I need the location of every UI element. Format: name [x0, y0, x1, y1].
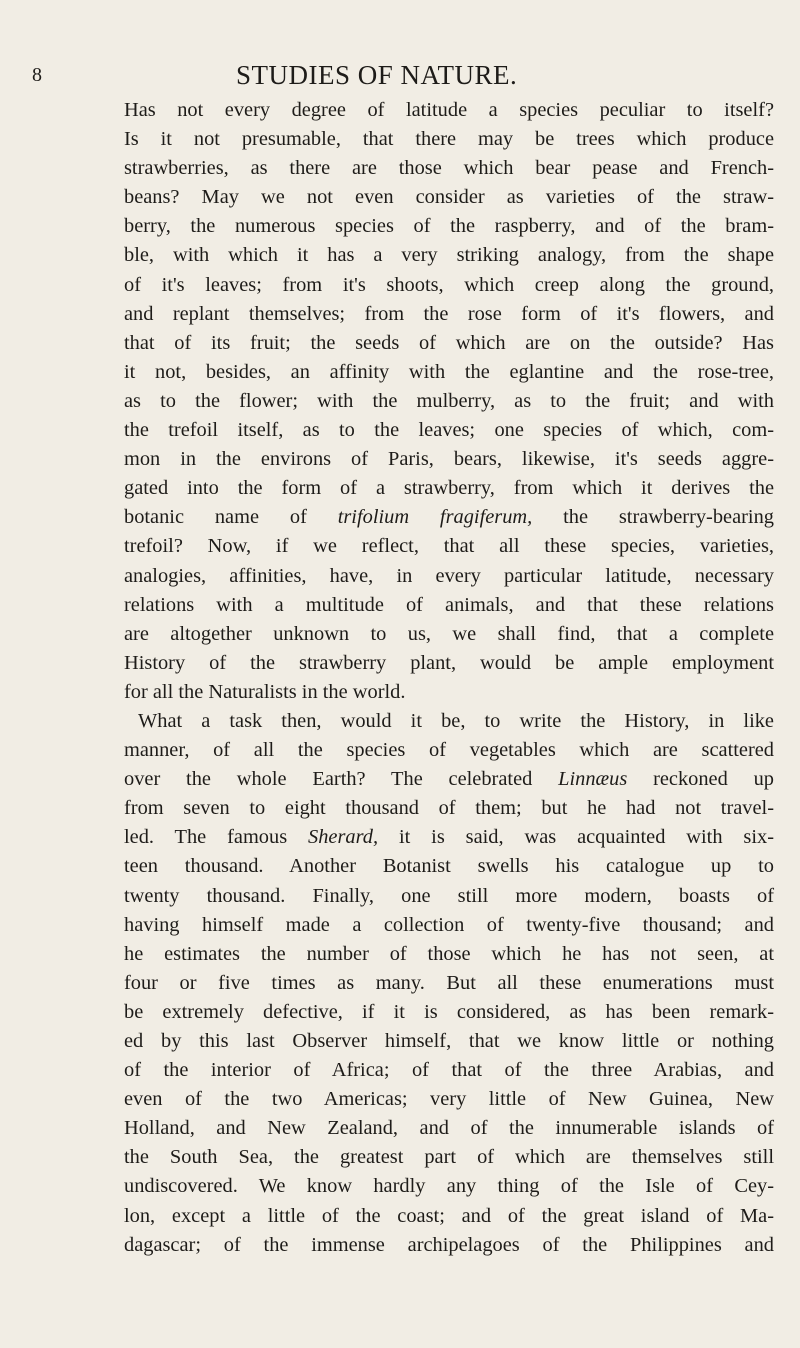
text-line: that of its fruit; the seeds of which are on the outside? Has: [124, 331, 774, 354]
text-line: undiscovered. We know hardly any thing of the Isle of Cey-: [124, 1175, 774, 1198]
text-line: gated into the form of a strawberry, from which it derives the: [124, 477, 774, 500]
text-line: be extremely defective, if it is considered, as has been remark-: [124, 1000, 774, 1023]
text-segment: the strawberry-bearing: [532, 506, 774, 529]
text-segment: it is said, was acquainted with six-: [378, 826, 774, 849]
italic-term: Linnæus: [558, 768, 628, 791]
italic-term: Sherard,: [308, 826, 379, 849]
text-line: Has not every degree of latitude a species peculiar to itself?: [124, 99, 774, 121]
running-head: [32, 52, 774, 90]
text-line: dagascar; of the immense archipelagoes of the Philippines and: [124, 1233, 774, 1256]
text-segment: reckoned up: [627, 768, 774, 791]
text-line: Is it not presumable, that there may be trees which produce: [124, 128, 774, 151]
text-line: twenty thousand. Finally, one still more modern, boasts of: [124, 884, 774, 907]
text-line: manner, of all the species of vegetables which are scattered: [124, 739, 774, 762]
text-line: it not, besides, an affinity with the eglantine and the rose-tree,: [124, 360, 774, 383]
text-line: he estimates the number of those which he has not seen, at: [124, 942, 774, 965]
text-line: Holland, and New Zealand, and of the innumerable islands of: [124, 1117, 774, 1140]
text-line: relations with a multitude of animals, and that these relations: [124, 593, 774, 616]
text-line: even of the two Americas; very little of New Guinea, New: [124, 1088, 774, 1111]
text-line: and replant themselves; from the rose form of it's flowers, and: [124, 302, 774, 325]
text-line: [124, 503, 774, 532]
italic-term: trifolium fragiferum,: [337, 506, 533, 529]
text-line: strawberries, as there are those which bear pease and French-: [124, 157, 774, 180]
text-segment: led. The famous: [124, 826, 309, 849]
text-line: having himself made a collection of twenty-five thousand; and: [124, 913, 774, 936]
text-line: from seven to eight thousand of them; but he had not travel-: [124, 797, 774, 820]
text-line: ed by this last Observer himself, that we know little or nothing: [124, 1030, 774, 1052]
text-line: of the interior of Africa; of that of the three Arabias, and: [124, 1059, 774, 1082]
text-line: ble, with which it has a very striking analogy, from the shape: [124, 244, 774, 267]
text-line: for all the Naturalists in the world.: [124, 680, 406, 703]
text-line: analogies, affinities, have, in every particular latitude, necessary: [124, 564, 774, 587]
body-text: [124, 96, 774, 1260]
text-line: of it's leaves; from it's shoots, which creep along the ground,: [124, 273, 774, 296]
text-line: four or five times as many. But all these enumerations must: [124, 971, 774, 994]
text-line: the trefoil itself, as to the leaves; one species of which, com-: [124, 419, 774, 442]
text-segment: botanic name of: [124, 506, 338, 529]
text-line: History of the strawberry plant, would be ample employment: [124, 651, 774, 674]
text-line: [124, 823, 774, 852]
text-line: [124, 765, 774, 794]
page-number: 8: [32, 64, 42, 86]
text-line: mon in the environs of Paris, bears, likewise, it's seeds aggre-: [124, 448, 774, 471]
text-line: berry, the numerous species of the raspberry, and of the bram-: [124, 215, 774, 238]
text-line: What a task then, would it be, to write the History, in like: [138, 709, 774, 732]
text-line: lon, except a little of the coast; and of the great island of Ma-: [124, 1204, 774, 1227]
text-line: teen thousand. Another Botanist swells his catalogue up to: [124, 855, 774, 878]
text-line: trefoil? Now, if we reflect, that all these species, varieties,: [124, 535, 774, 558]
text-line: as to the flower; with the mulberry, as to the fruit; and with: [124, 389, 774, 412]
text-line: the South Sea, the greatest part of which are themselves still: [124, 1146, 774, 1169]
text-segment: over the whole Earth? The celebrated: [124, 768, 559, 791]
running-title: STUDIES OF NATURE.: [236, 60, 518, 90]
text-line: beans? May we not even consider as varieties of the straw-: [124, 186, 774, 209]
text-line: are altogether unknown to us, we shall find, that a complete: [124, 622, 774, 645]
